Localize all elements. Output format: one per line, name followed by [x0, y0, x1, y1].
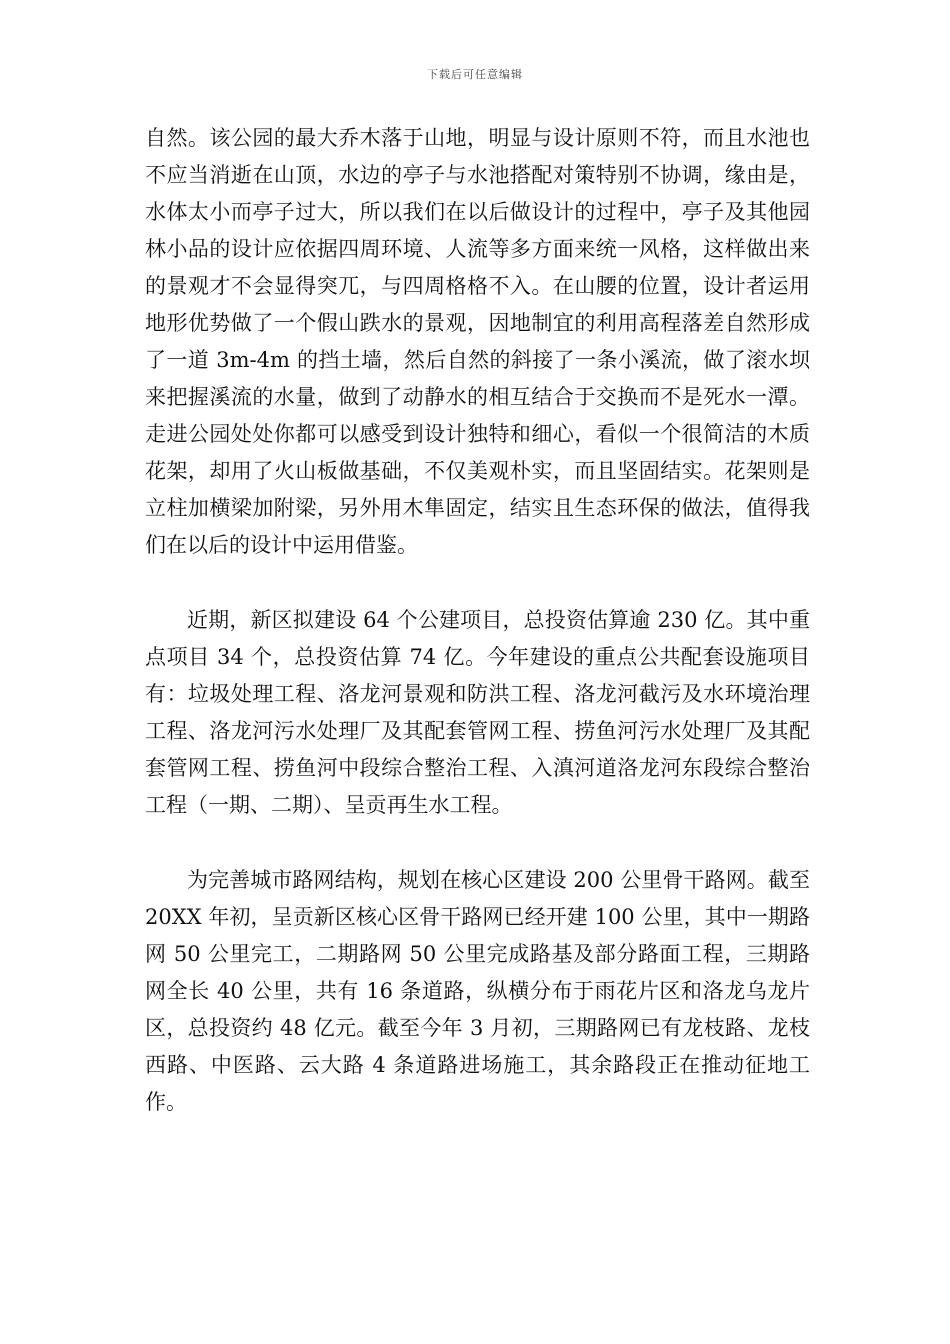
paragraph-road-network: 为完善城市路网结构，规划在核心区建设 200 公里骨干路网。截至 20XX 年初，呈贡新区核心区骨干路网已经开建 100 公里，其中一期路网 50 公里完工，二期路网 50 公里完成路基及部分路面工程，三期路网全长 40 公里，共有 16 条道路，纵横分布于雨花片区和洛龙乌龙片区，总投资约 48 亿元。截至今年 3 月初，三期路网已有龙枝路、龙枝西路、中医路、云大路 4 条道路进场施工，其余路段正在推动征地工作。 — [145, 868, 810, 1114]
document-body — [145, 120, 810, 1121]
page-header: 下载后可任意编辑 — [427, 68, 523, 81]
paragraph-park-design: 自然。该公园的最大乔木落于山地，明显与设计原则不符，而且水池也不应当消逝在山顶，水边的亭子与水池搭配对策特别不协调，缘由是，水体太小而亭子过大，所以我们在以后做设计的过程中，亭子及其他园林小品的设计应依据四周环境、人流等多方面来统一风格，这样做出来的景观才不会显得突兀，与四周格格不入。在山腰的位置，设计者运用地形优势做了一个假山跌水的景观，因地制宜的利用高程落差自然形成了一道 3m-4m 的挡土墙，然后自然的斜接了一条小溪流，做了滚水坝来把握溪流的水量，做到了动静水的相互结合于交换而不是死水一潭。走进公园处处你都可以感受到设计独特和细心，看似一个很简洁的木质花架，却用了火山板做基础，不仅美观朴实，而且坚固结实。花架则是立柱加横梁加附梁，另外用木隼固定，结实且生态环保的做法，值得我们在以后的设计中运用借鉴。 — [145, 126, 810, 557]
paragraph-public-projects: 近期，新区拟建设 64 个公建项目，总投资估算逾 230 亿。其中重点项目 34 个，总投资估算 74 亿。今年建设的重点公共配套设施项目有：垃圾处理工程、洛龙河景观和防洪工程、洛龙河截污及水环境治理工程、洛龙河污水处理厂及其配套管网工程、捞鱼河污水处理厂及其配套管网工程、捞鱼河中段综合整治工程、入滇河道洛龙河东段综合整治工程（一期、二期）、呈贡再生水工程。 — [145, 608, 810, 817]
paragraph-gap — [145, 564, 810, 602]
paragraph-gap — [145, 824, 810, 862]
